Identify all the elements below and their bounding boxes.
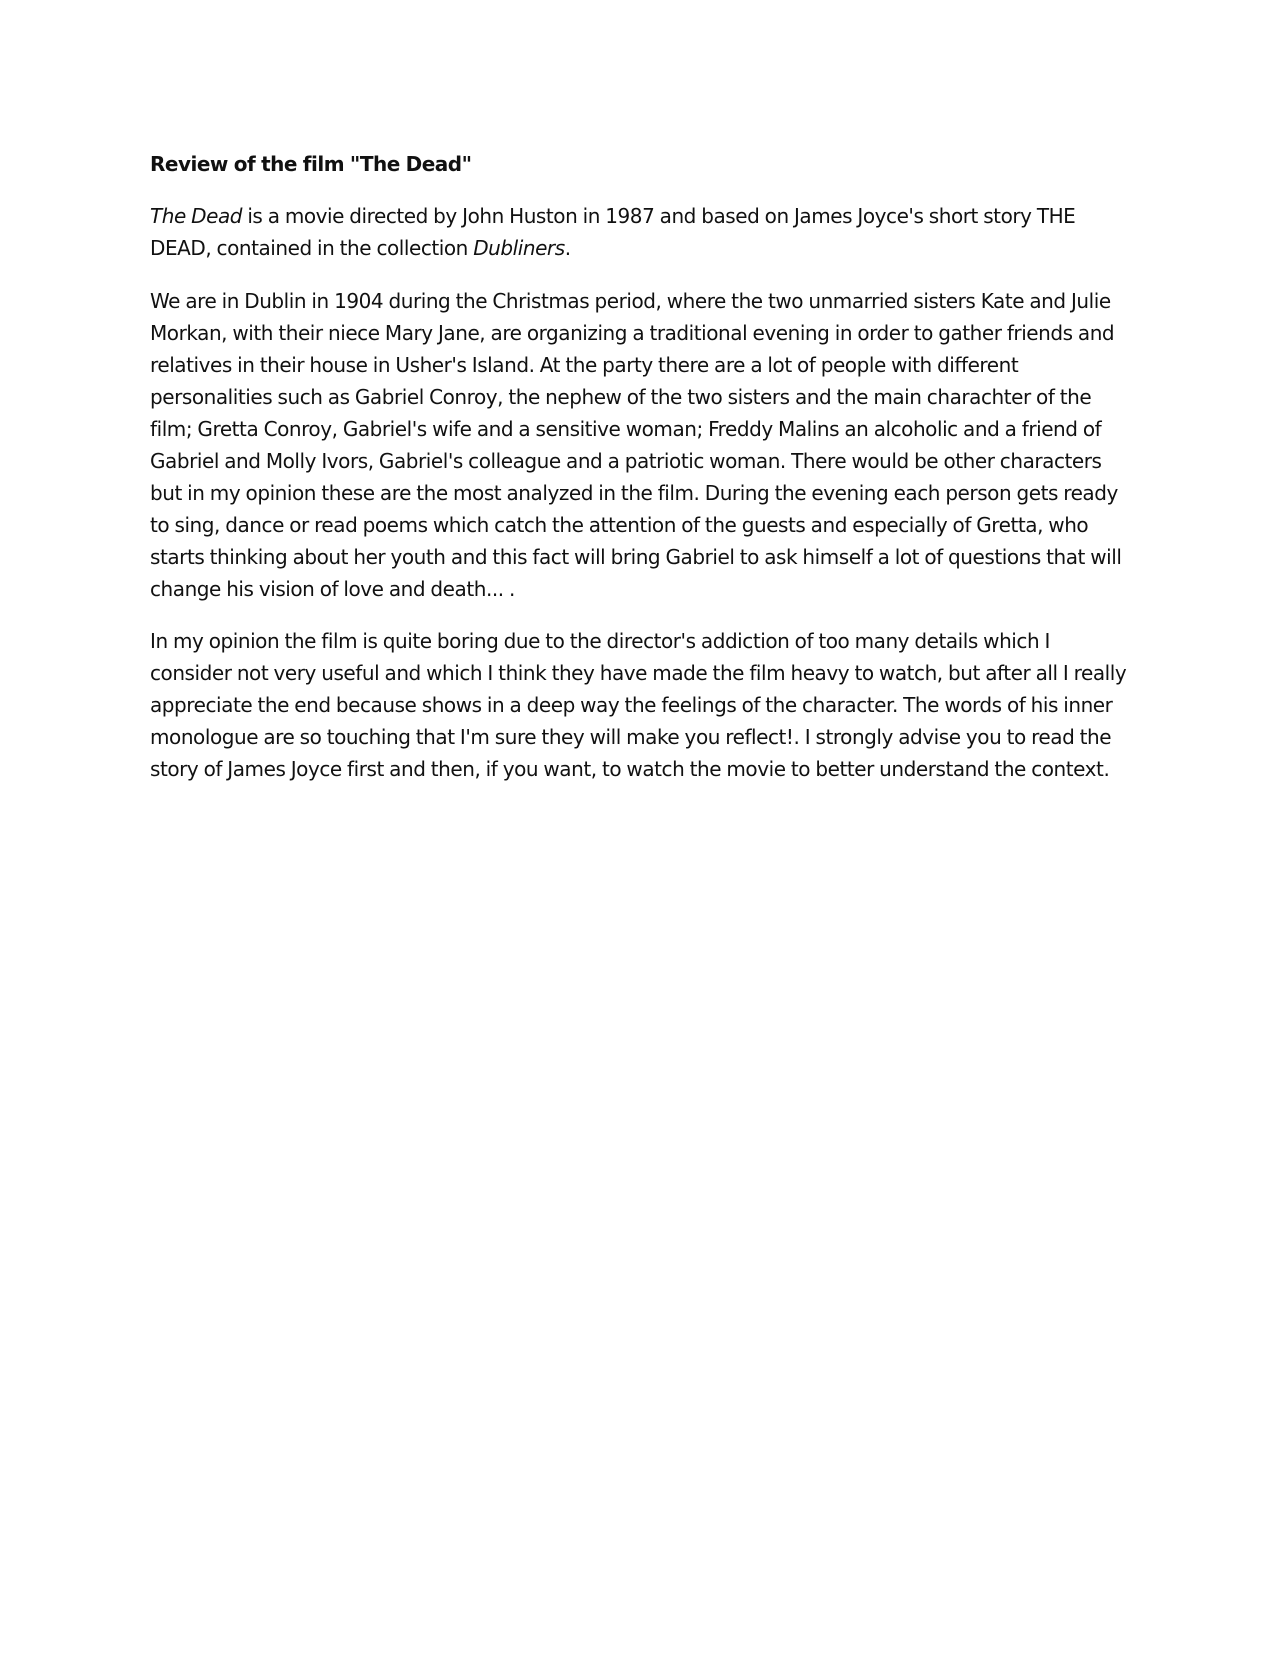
- film-title-italic: The Dead: [150, 204, 243, 228]
- document-title: Review of the film "The Dead": [150, 152, 472, 176]
- intro-text: is a movie directed by John Huston in 1987 and based on James Joyce's short story THE DEAD, contained in the collection: [150, 204, 1076, 260]
- intro-end: .: [564, 236, 571, 260]
- intro-paragraph: [150, 200, 1130, 264]
- summary-paragraph: We are in Dublin in 1904 during the Christmas period, where the two unmarried sisters Kate and Julie Morkan, with their niece Mary Jane, are organizing a traditional evening in order to gather friends and relatives in their house in Usher's Island. At the party there are a lot of people with different personalities such as Gabriel Conroy, the nephew of the two sisters and the main charachter of the film; Gretta Conroy, Gabriel's wife and a sensitive woman; Freddy Malins an alcoholic and a friend of Gabriel and Molly Ivors, Gabriel's colleague and a patriotic woman. There would be other characters but in my opinion these are the most analyzed in the film. During the evening each person gets ready to sing, dance or read poems which catch the attention of the guests and especially of Gretta, who starts thinking about her youth and this fact will bring Gabriel to ask himself a lot of questions that will change his vision of love and death... .: [150, 289, 1122, 601]
- collection-title-italic: Dubliners: [473, 236, 565, 260]
- opinion-paragraph: In my opinion the film is quite boring due to the director's addiction of too many details which I consider not very useful and which I think they have made the film heavy to watch, but after all I really appreciate the end because shows in a deep way the feelings of the character. The words of his inner monologue are so touching that I'm sure they will make you reflect!. I strongly advise you to read the story of James Joyce first and then, if you want, to watch the movie to better understand the context.: [150, 629, 1127, 781]
- document-body: [150, 149, 1130, 807]
